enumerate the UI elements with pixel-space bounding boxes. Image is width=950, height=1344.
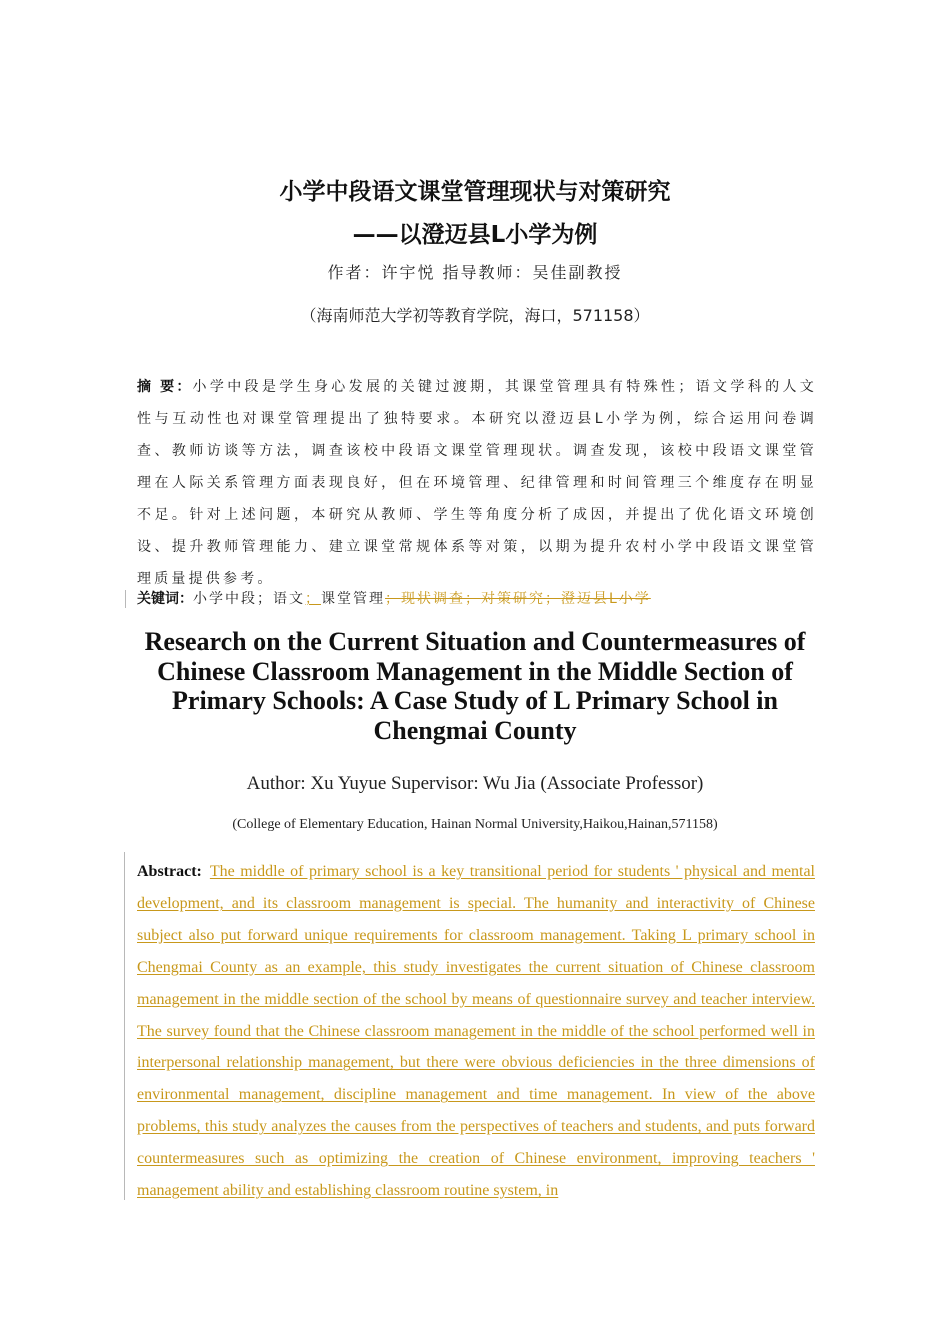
english-abstract-text: The middle of primary school is a key transitional period for students ' physical and mental development, and its classroom management is special. The humanity and interactivity of Chinese subject also put forward unique requirements for classroom management. Taking L primary school in Chengmai County as an example, this study investigates the current situation of Chinese classroom management in the middle section of the school by means of questionnaire survey and teacher interview. The survey found that the Chinese classroom management in the middle of the school performed well in interpersonal relationship management, but there were obvious deficiencies in the three dimensions of environmental management, discipline management and time management. In view of the above problems, this study analyzes the causes from the perspectives of teachers and students, and puts forward countermeasures such as optimizing the creation of Chinese environment, improving teachers ' management ability and establishing classroom routine system, in	[137, 863, 815, 1200]
tracked-insertion: ；	[305, 591, 321, 607]
change-bar	[124, 852, 125, 1200]
chinese-abstract	[137, 371, 817, 595]
affiliation-line: （海南师范大学初等教育学院，海口，571158）	[300, 306, 650, 325]
author-line: 作者：许宇悦 指导教师：吴佳副教授	[327, 263, 623, 282]
english-abstract-label: Abstract:	[137, 863, 202, 880]
change-bar	[125, 590, 126, 608]
abstract-text: 小学中段是学生身心发展的关键过渡期，其课堂管理具有特殊性；语文学科的人文性与互动性也对课堂管理提出了独特要求。本研究以澄迈县L小学为例，综合运用问卷调查、教师访谈等方法，调查该校中段语文课堂管理现状。调查发现，该校中段语文课堂管理在人际关系管理方面表现良好，但在环境管理、纪律管理和时间管理三个维度存在明显不足。针对上述问题，本研究从教师、学生等角度分析了成因，并提出了优化语文环境创设、提升教师管理能力、建立课堂常规体系等对策，以期为提升农村小学中段语文课堂管理质量提供参考。	[137, 379, 817, 587]
keywords-text: 课堂管理	[321, 591, 385, 607]
english-title: Research on the Current Situation and Countermeasures of Chinese Classroom Management in the Middle Section of Primary Schools: A Case Study of L Primary School in Chengmai County	[144, 627, 806, 745]
english-author-line: Author: Xu Yuyue Supervisor: Wu Jia (Associate Professor)	[246, 773, 704, 794]
keywords-label: 关键词：	[137, 591, 193, 607]
english-affiliation-line: (College of Elementary Education, Hainan Normal University,Haikou,Hainan,571158)	[232, 817, 718, 832]
keywords-text: 小学中段；语文	[193, 591, 305, 607]
chinese-title: 小学中段语文课堂管理现状与对策研究	[279, 179, 671, 205]
abstract-label: 摘 要：	[137, 379, 193, 395]
tracked-deletion: ；现状调查；对策研究；澄迈县L小学	[385, 591, 651, 607]
chinese-keywords	[137, 588, 827, 610]
chinese-subtitle: ——以澄迈县L小学为例	[352, 222, 598, 248]
english-abstract	[137, 856, 815, 1207]
